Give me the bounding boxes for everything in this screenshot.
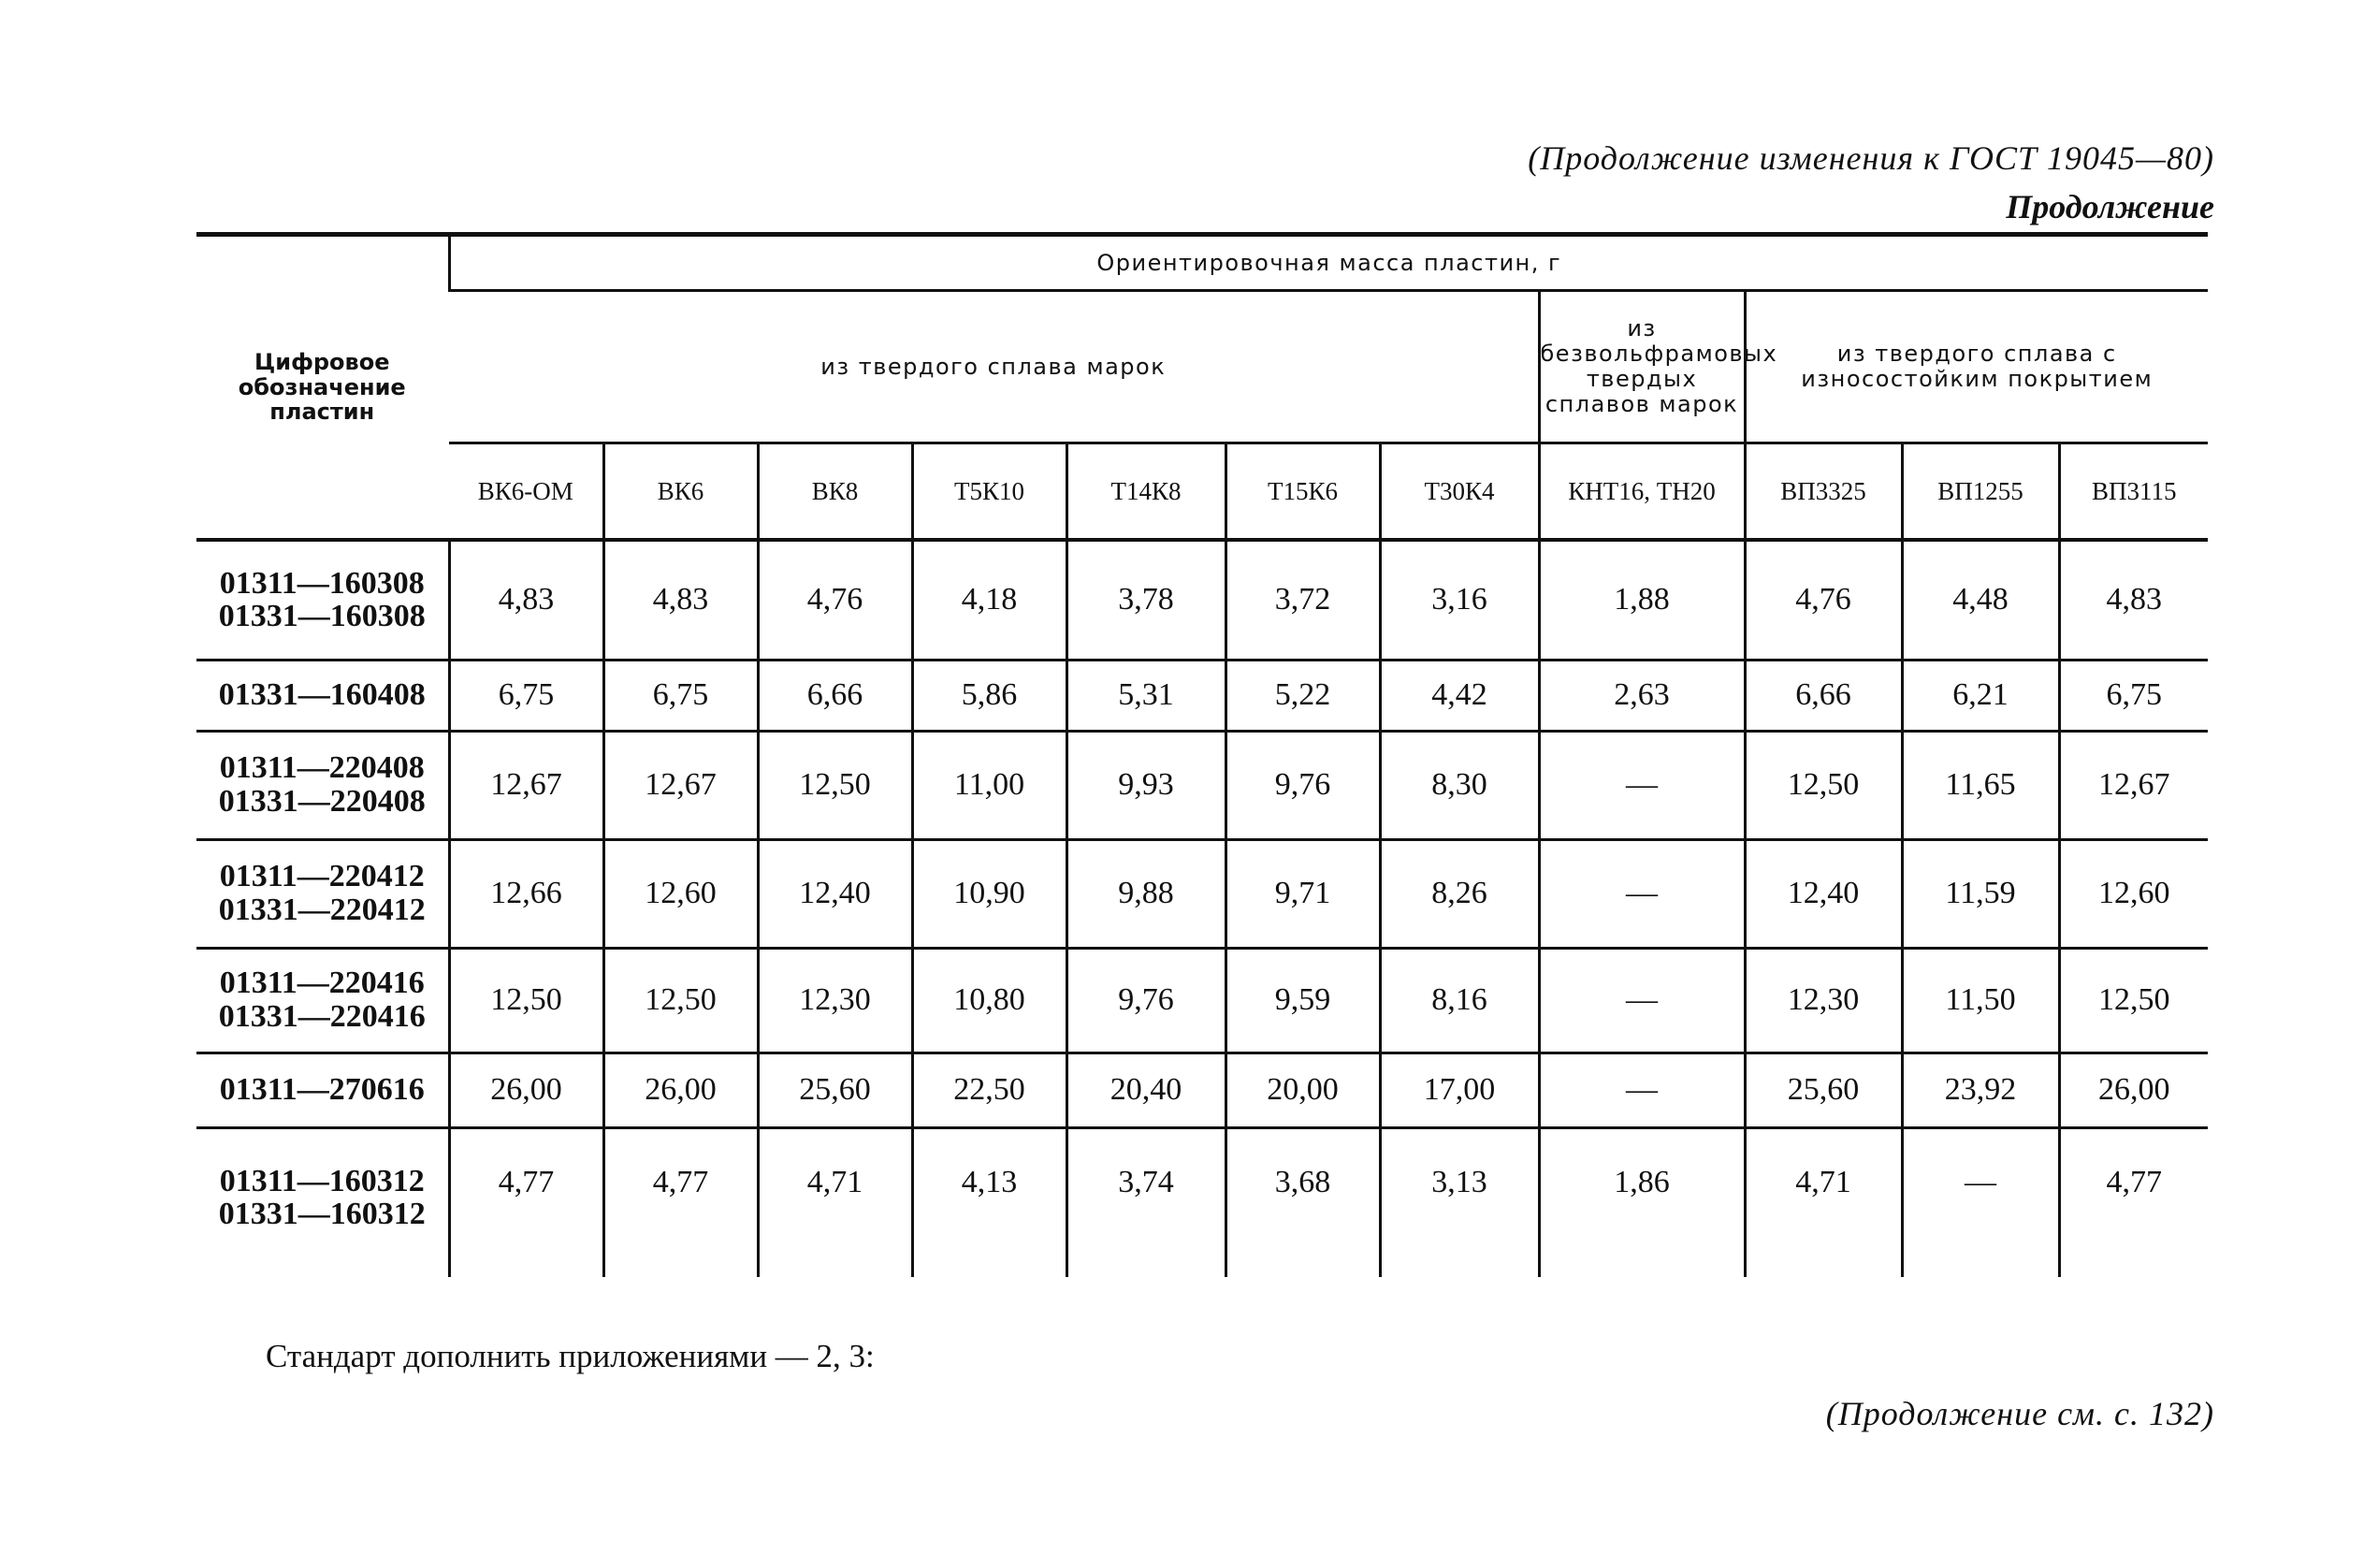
mass-value: 12,67 (603, 731, 758, 839)
mass-value: 4,83 (603, 540, 758, 660)
mass-value: 2,63 (1539, 660, 1745, 731)
column-header: Т30К4 (1380, 443, 1539, 541)
mass-value: 12,60 (603, 839, 758, 948)
mass-value: 12,50 (603, 948, 758, 1053)
mass-value: 6,66 (758, 660, 912, 731)
mass-value: 3,68 (1226, 1127, 1380, 1277)
row-header: Цифровое обозначение пластин (196, 235, 449, 541)
plate-code: 01331—160312 (218, 1197, 426, 1232)
plate-code: 01311—220408 (219, 750, 425, 786)
plate-code-cell (196, 660, 449, 731)
mass-value: 3,16 (1380, 540, 1539, 660)
mass-value: — (1539, 839, 1745, 948)
plate-code-cell (196, 1053, 449, 1127)
continuation-label: Продолжение (2006, 188, 2214, 225)
mass-value: 26,00 (2059, 1053, 2208, 1127)
column-header: ВК6 (603, 443, 758, 541)
document-reference: (Продолжение изменения к ГОСТ 19045—80) (1528, 139, 2214, 177)
plate-code-cell (196, 948, 449, 1053)
mass-value: 4,83 (449, 540, 603, 660)
mass-value: 6,66 (1745, 660, 1902, 731)
mass-value: 6,21 (1902, 660, 2059, 731)
table-row (196, 839, 2208, 948)
mass-value: 12,40 (758, 839, 912, 948)
mass-value: — (1539, 1053, 1745, 1127)
mass-value: 12,60 (2059, 839, 2208, 948)
mass-value: 1,86 (1539, 1127, 1745, 1277)
plate-code: 01331—220416 (218, 999, 426, 1034)
mass-value: 3,74 (1066, 1127, 1226, 1277)
mass-value: 10,80 (912, 948, 1066, 1053)
column-header: ВП1255 (1902, 443, 2059, 541)
column-header: Т15К6 (1226, 443, 1380, 541)
mass-value: 12,67 (2059, 731, 2208, 839)
plate-code: 01331—160308 (218, 599, 426, 634)
mass-value: 12,50 (758, 731, 912, 839)
mass-value: 12,30 (1745, 948, 1902, 1053)
column-header: КНТ16, ТН20 (1539, 443, 1745, 541)
mass-value: 4,76 (758, 540, 912, 660)
mass-value: — (1539, 948, 1745, 1053)
mass-value: 8,26 (1380, 839, 1539, 948)
mass-value: 9,93 (1066, 731, 1226, 839)
mass-value: 11,65 (1902, 731, 2059, 839)
mass-value: 17,00 (1380, 1053, 1539, 1127)
group-header-coated: из твердого сплава с износостойким покрытием (1745, 291, 2208, 443)
mass-value: 12,67 (449, 731, 603, 839)
mass-value: 8,16 (1380, 948, 1539, 1053)
plate-code-cell (196, 839, 449, 948)
mass-value: 11,50 (1902, 948, 2059, 1053)
mass-value: 4,71 (1745, 1127, 1902, 1277)
table-row (196, 1053, 2208, 1127)
mass-value: 12,50 (1745, 731, 1902, 839)
plate-code-cell (196, 731, 449, 839)
table-row (196, 1127, 2208, 1277)
table-row (196, 660, 2208, 731)
table-row (196, 540, 2208, 660)
mass-value: 4,71 (758, 1127, 912, 1277)
continuation-reference: (Продолжение см. с. 132) (1825, 1395, 2214, 1432)
plate-code: 01331—160408 (218, 677, 426, 713)
mass-value: 12,30 (758, 948, 912, 1053)
mass-value: 5,86 (912, 660, 1066, 731)
plate-code: 01311—270616 (219, 1072, 425, 1108)
mass-value: 3,72 (1226, 540, 1380, 660)
mass-value: 4,83 (2059, 540, 2208, 660)
top-header: Ориентировочная масса пластин, г (449, 235, 2208, 291)
plate-code: 01331—220412 (218, 893, 426, 927)
mass-value: 4,77 (449, 1127, 603, 1277)
mass-value: 11,59 (1902, 839, 2059, 948)
table-row (196, 731, 2208, 839)
mass-value: 12,66 (449, 839, 603, 948)
table-row (196, 948, 2208, 1053)
mass-value: 9,59 (1226, 948, 1380, 1053)
plate-mass-table (196, 232, 2208, 1277)
column-header: ВК8 (758, 443, 912, 541)
mass-value: 1,88 (1539, 540, 1745, 660)
mass-value: 25,60 (1745, 1053, 1902, 1127)
mass-value: 4,76 (1745, 540, 1902, 660)
mass-value: 4,42 (1380, 660, 1539, 731)
mass-value: 11,00 (912, 731, 1066, 839)
mass-value: 26,00 (603, 1053, 758, 1127)
mass-value: 5,22 (1226, 660, 1380, 731)
column-header: ВК6-ОМ (449, 443, 603, 541)
group-header-hard-alloy: из твердого сплава марок (449, 291, 1539, 443)
plate-code: 01311—220416 (219, 965, 425, 1001)
mass-value: 26,00 (449, 1053, 603, 1127)
plate-code: 01331—220408 (218, 784, 426, 819)
mass-value: 12,50 (2059, 948, 2208, 1053)
mass-value: 8,30 (1380, 731, 1539, 839)
mass-value: 4,77 (2059, 1127, 2208, 1277)
column-header: ВП3325 (1745, 443, 1902, 541)
mass-value: 22,50 (912, 1053, 1066, 1127)
column-header: Т14К8 (1066, 443, 1226, 541)
mass-value: 10,90 (912, 839, 1066, 948)
mass-value: 9,76 (1066, 948, 1226, 1053)
plate-code-cell (196, 540, 449, 660)
mass-value: 4,18 (912, 540, 1066, 660)
mass-value: 6,75 (449, 660, 603, 731)
column-header: Т5К10 (912, 443, 1066, 541)
mass-value: 6,75 (603, 660, 758, 731)
mass-value: 12,50 (449, 948, 603, 1053)
mass-value: — (1902, 1127, 2059, 1277)
mass-value: 3,13 (1380, 1127, 1539, 1277)
mass-value: 9,76 (1226, 731, 1380, 839)
mass-value: — (1539, 731, 1745, 839)
mass-value: 20,40 (1066, 1053, 1226, 1127)
mass-value: 25,60 (758, 1053, 912, 1127)
mass-value: 4,13 (912, 1127, 1066, 1277)
mass-value: 20,00 (1226, 1053, 1380, 1127)
footer-text: Стандарт дополнить приложениями — 2, 3: (266, 1338, 875, 1374)
mass-value: 4,77 (603, 1127, 758, 1277)
mass-value: 6,75 (2059, 660, 2208, 731)
mass-value: 5,31 (1066, 660, 1226, 731)
plate-code-cell (196, 1127, 449, 1277)
plate-code: 01311—160308 (219, 565, 425, 601)
mass-value: 9,71 (1226, 839, 1380, 948)
plate-code: 01311—220412 (219, 859, 425, 894)
group-header-tungsten-free: из безвольфрамовых твердых сплавов марок (1539, 291, 1745, 443)
mass-value: 12,40 (1745, 839, 1902, 948)
mass-value: 3,78 (1066, 540, 1226, 660)
mass-value: 23,92 (1902, 1053, 2059, 1127)
mass-value: 4,48 (1902, 540, 2059, 660)
plate-code: 01311—160312 (219, 1163, 425, 1198)
mass-value: 9,88 (1066, 839, 1226, 948)
column-header: ВП3115 (2059, 443, 2208, 541)
